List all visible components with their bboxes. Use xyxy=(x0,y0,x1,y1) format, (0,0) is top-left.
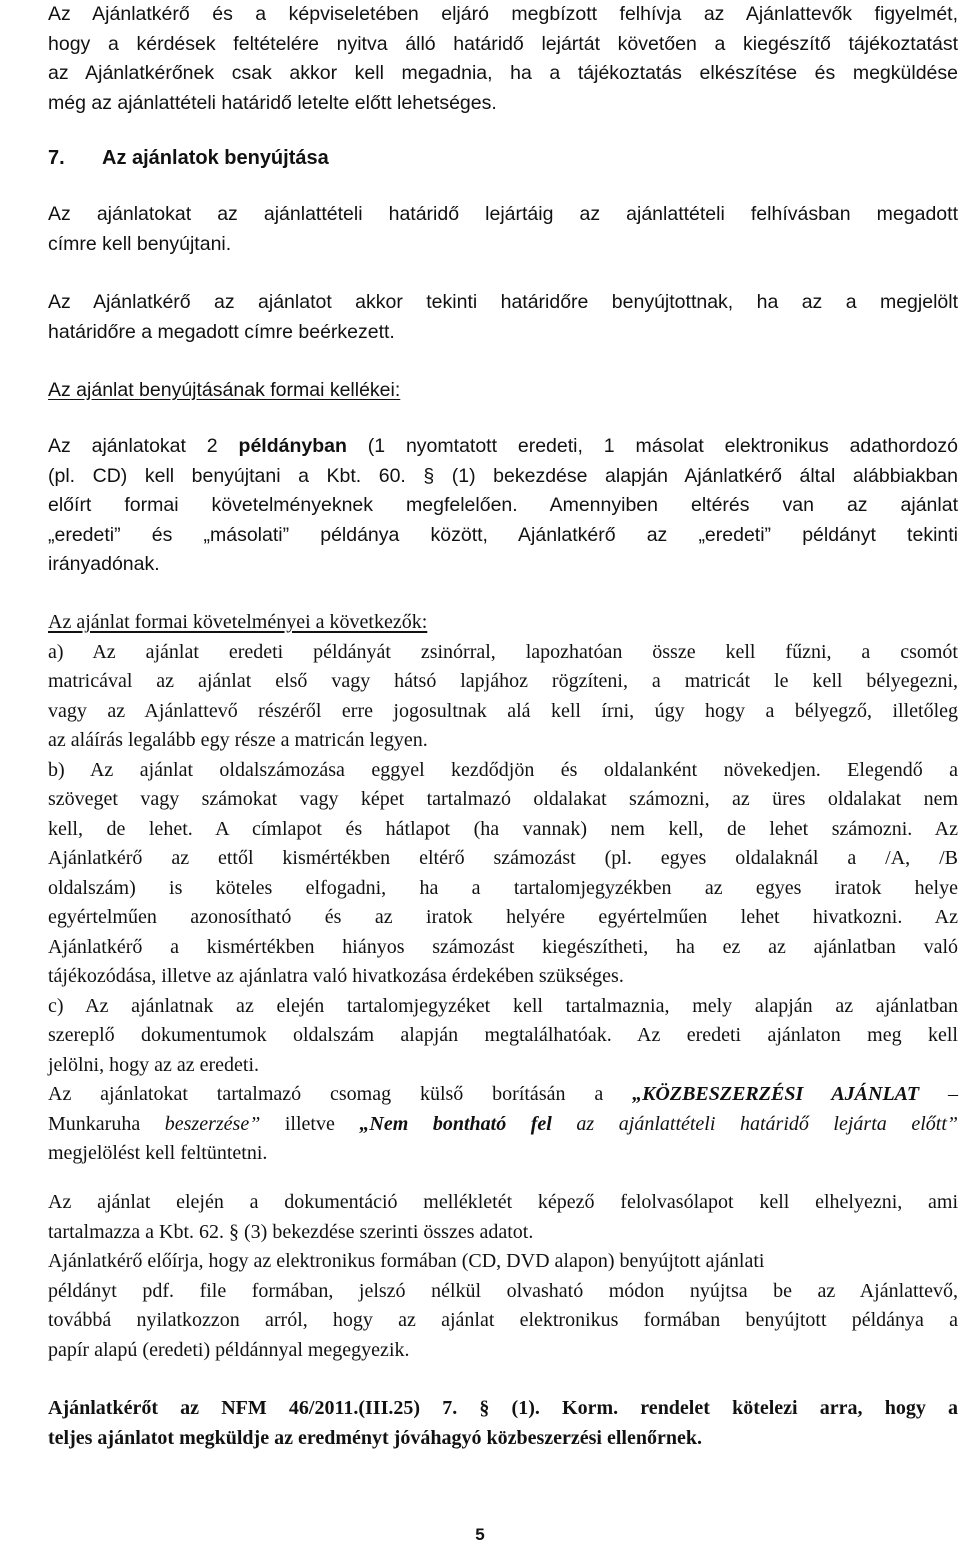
text-line: Az Ajánlatkérő és a képviseletében eljáró megbízott felhívja az Ajánlattevők figyelmét, xyxy=(48,3,958,25)
bold-notice xyxy=(48,1394,958,1453)
text-line: címre kell benyújtani. xyxy=(48,232,232,255)
section-title: Az ajánlatok benyújtása xyxy=(102,147,329,169)
intro-paragraph xyxy=(48,0,958,118)
text-line: Ajánlatkérő előírja, hogy az elektronikus formában (CD, DVD alapon) benyújtott ajánlati xyxy=(48,1250,765,1272)
text-line: b) Az ajánlat oldalszámozása eggyel kezdődjön és oldalanként növekedjen. Elegendő a xyxy=(48,758,958,781)
text-line: oldalszám) is köteles elfogadni, ha a tartalomjegyzékben az egyes iratok helye xyxy=(48,876,958,899)
text-line: megjelölést kell feltüntetni. xyxy=(48,1142,268,1164)
text-line: teljes ajánlatot megküldje az eredményt jóváhagyó közbeszerzési ellenőrnek. xyxy=(48,1426,702,1449)
text-line: a) Az ajánlat eredeti példányát zsinórral, lapozhatóan össze kell fűzni, a csomót xyxy=(48,640,958,663)
section-number: 7. xyxy=(48,147,65,169)
envelope-label: „KÖZBESZERZÉSI AJÁNLAT xyxy=(632,1083,920,1105)
text-line: szöveget vagy számokat vagy képet tartalmazó oldalakat számozni, az üres oldalakat nem xyxy=(48,788,958,810)
text-line: példányt pdf. file formában, jelszó nélkül olvasható módon nyújtsa be az Ajánlattevő, xyxy=(48,1279,958,1302)
copies-paragraph xyxy=(48,432,958,580)
text-line: az Ajánlatkérőnek csak akkor kell megadnia, ha a tájékoztatás elkészítése és megküldése xyxy=(48,62,958,84)
text-line: Ajánlatkérőt az NFM 46/2011.(III.25) 7. § (1). Korm. rendelet kötelezi arra, hogy a xyxy=(48,1397,958,1419)
text-line: Az ajánlatokat az ajánlattételi határidő lejártáig az ajánlattételi felhívásban megadott xyxy=(48,203,958,225)
deadline-paragraph xyxy=(48,288,958,347)
text-line: az aláírás legalább egy része a matricán legyen. xyxy=(48,729,428,751)
text-line: Ajánlatkérő az ettől kismértékben eltérő számozást (pl. egyes oldalaknál a /A, /B xyxy=(48,847,958,869)
text-line: tartalmazza a Kbt. 62. § (3) bekezdése szerinti összes adatot. xyxy=(48,1220,534,1243)
text-line: (pl. CD) kell benyújtani a Kbt. 60. § (1) bekezdése alapján Ajánlatkérő által alábbiakban xyxy=(48,464,958,487)
text-line: Az ajánlat elején a dokumentáció mellékletét képező felolvasólapot kell elhelyezni, ami xyxy=(48,1191,958,1213)
requirements-heading: Az ajánlat formai követelményei a következők: xyxy=(48,611,428,633)
submission-paragraph xyxy=(48,200,958,259)
formal-requirements-heading: Az ajánlat benyújtásának formai kellékei: xyxy=(48,379,401,401)
text-line: papír alapú (eredeti) példánnyal megegyezik. xyxy=(48,1338,410,1361)
text-line: Az ajánlatokat 2 példányban (1 nyomtatott eredeti, 1 másolat elektronikus adathordozó xyxy=(48,435,958,457)
text-line: továbbá nyilatkozzon arról, hogy az ajánlat elektronikus formában benyújtott példánya a xyxy=(48,1309,958,1331)
envelope-line: Az ajánlatokat tartalmazó csomag külső borításán a „KÖZBESZERZÉSI AJÁNLAT – xyxy=(48,1083,958,1105)
text-line: matricával az ajánlat első vagy hátsó lapjához rögzíteni, a matricát le kell bélyegezni, xyxy=(48,670,958,692)
closing-section xyxy=(48,1188,958,1365)
page-number: 5 xyxy=(475,1525,485,1544)
text-line: előírt formai követelményeknek megfelelően. Amennyiben eltérés van az ajánlat xyxy=(48,494,958,516)
requirements-section xyxy=(48,608,958,1169)
text-line: c) Az ajánlatnak az elején tartalomjegyzéket kell tartalmaznia, mely alapján az ajánlatban xyxy=(48,994,958,1017)
text-line: még az ajánlattételi határidő letelte előtt lehetséges. xyxy=(48,91,497,114)
do-not-open-label: „Nem bontható fel xyxy=(359,1112,552,1135)
text-line: egyértelműen azonosítható és az iratok helyére egyértelműen lehet hivatkozni. Az xyxy=(48,906,958,928)
section-heading xyxy=(48,144,329,173)
text-line: vagy az Ajánlattevő részéről erre jogosultnak alá kell írni, úgy hogy a bélyegző, illetőleg xyxy=(48,699,958,722)
envelope-line: Munkaruha beszerzése” illetve „Nem bontható fel az ajánlattételi határidő lejárta előtt” xyxy=(48,1112,958,1135)
text-line: „eredeti” és „másolati” példánya között, Ajánlatkérő az „eredeti” példányt tekinti xyxy=(48,523,958,546)
text-line: kell, de lehet. A címlapot és hátlapot (ha vannak) nem kell, de lehet számozni. Az xyxy=(48,817,958,840)
bold-term: példányban xyxy=(238,435,347,457)
text-line: jelölni, hogy az az eredeti. xyxy=(48,1053,260,1076)
text-line: hogy a kérdések feltételére nyitva álló határidő lejártát követően a kiegészítő tájékoztatást xyxy=(48,32,958,55)
text-line: tájékozódása, illetve az ajánlatra való hivatkozása érdekében szükséges. xyxy=(48,965,624,987)
text-line: Ajánlatkérő a kismértékben hiányos számozást kiegészítheti, ha ez az ajánlatban való xyxy=(48,935,958,958)
text-line: irányadónak. xyxy=(48,553,160,575)
text-line: Az Ajánlatkérő az ajánlatot akkor tekinti határidőre benyújtottnak, ha az a megjelölt xyxy=(48,291,958,313)
text-line: szereplő dokumentumok oldalszám alapján megtalálhatóak. Az eredeti ajánlaton meg kell xyxy=(48,1024,958,1046)
text-line: határidőre a megadott címre beérkezett. xyxy=(48,320,395,343)
